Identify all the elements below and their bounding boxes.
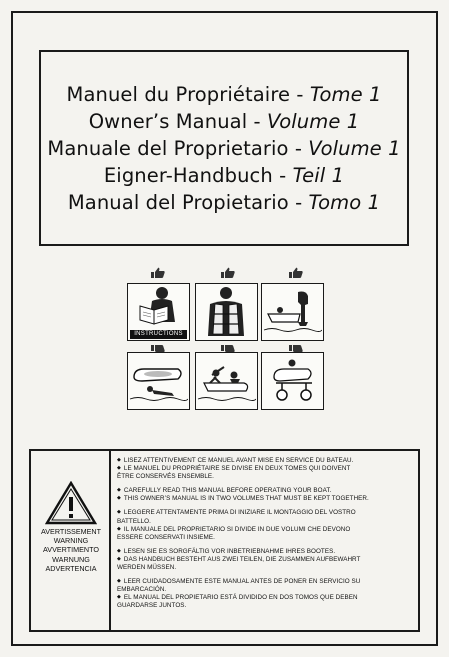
picto-reading-manual [127, 283, 190, 341]
warning-group-french [117, 457, 417, 481]
warning-label-es: ADVERTENCIA [45, 563, 97, 573]
warning-line: ◆ IL MANUALE DEL PROPRIETARIO SI DIVIDE IN DUE VOLUMI CHE DEVONO [117, 526, 417, 534]
title-german: Eigner-Handbuch - Teil 1 [103, 163, 345, 187]
warning-label-panel [31, 451, 111, 630]
warning-label-it: AVVERTIMENTO [43, 545, 99, 555]
inflatable-boat-icon [128, 353, 188, 408]
warning-line: WERDEN MÜSSEN. [117, 564, 177, 572]
warning-line: ◆ EL MANUAL DEL PROPIETARIO ESTÁ DIVIDIDO EN DOS TOMOS QUE DEBEN [117, 594, 417, 602]
warning-text [117, 457, 417, 617]
boat-trailer-icon [262, 353, 322, 408]
warning-group-spanish [117, 578, 417, 610]
instructions-label: INSTRUCTIONS [130, 330, 187, 339]
warning-line: ◆ LESEN SIE ES SORGFÄLTIG VOR INBETRIEBNAHME IHRES BOOTES. [117, 548, 417, 556]
warning-line: ÊTRE CONSERVÉS ENSEMBLE. [117, 473, 214, 481]
warning-group-italian [117, 509, 417, 541]
warning-line: ◆ THIS OWNER’S MANUAL IS IN TWO VOLUMES THAT MUST BE KEPT TOGETHER. [117, 495, 417, 503]
warning-line: ◆ LE MANUEL DU PROPRIÉTAIRE SE DIVISE EN DEUX TOMES QUI DOIVENT [117, 465, 417, 473]
warning-line: EMBARCACIÓN. [117, 586, 167, 594]
warning-line: ◆ LEER CUIDADOSAMENTE ESTE MANUAL ANTES DE PONER EN SERVICIO SU [117, 578, 417, 586]
warning-label-en: WARNING [53, 536, 89, 546]
warning-line: ESSERE CONSERVATI INSIEME. [117, 533, 215, 541]
outboard-motor-icon [262, 284, 322, 339]
title-french: Manuel du Propriétaire - Tome 1 [66, 82, 382, 106]
warning-box [29, 449, 420, 632]
warning-triangle-icon [45, 481, 97, 525]
warning-line: ◆ CAREFULLY READ THIS MANUAL BEFORE OPERATING YOUR BOAT. [117, 487, 417, 495]
picto-outboard-motor [261, 283, 324, 341]
thumbs-up-icon [220, 267, 236, 279]
picto-boat-towing [195, 352, 258, 410]
life-jacket-icon [196, 284, 256, 339]
thumbs-up-icon [288, 267, 304, 279]
thumbs-up-icon [150, 267, 166, 279]
warning-labels [31, 527, 111, 573]
warning-line: ◆ DAS HANDBUCH BESTEHT AUS ZWEI TEILEN, DIE ZUSAMMEN AUFBEWAHRT [117, 556, 417, 564]
picto-life-jacket [195, 283, 258, 341]
warning-group-german [117, 548, 417, 572]
warning-group-english [117, 487, 417, 503]
picto-inflatable-boat [127, 352, 190, 410]
warning-line: ◆ LEGGERE ATTENTAMENTE PRIMA DI INIZIARE IL MONTAGGIO DEL VOSTRO [117, 509, 417, 517]
title-spanish: Manual del Propietario - Tomo 1 [67, 190, 381, 214]
warning-line: BATTELLO. [117, 517, 151, 525]
title-box [39, 50, 409, 246]
boat-towing-icon [196, 353, 256, 408]
warning-line: GUARDARSE JUNTOS. [117, 602, 187, 610]
title-english: Owner’s Manual - Volume 1 [88, 109, 360, 133]
warning-label-de: WARNUNG [52, 554, 90, 564]
reading-manual-icon [128, 284, 188, 330]
title-italian: Manuale del Proprietario - Volume 1 [47, 136, 401, 160]
warning-label-fr: AVERTISSEMENT [40, 527, 102, 536]
warning-line: ◆ LISEZ ATTENTIVEMENT CE MANUEL AVANT MISE EN SERVICE DU BATEAU. [117, 457, 417, 465]
pictogram-grid [127, 264, 322, 410]
picto-boat-trailer [261, 352, 324, 410]
